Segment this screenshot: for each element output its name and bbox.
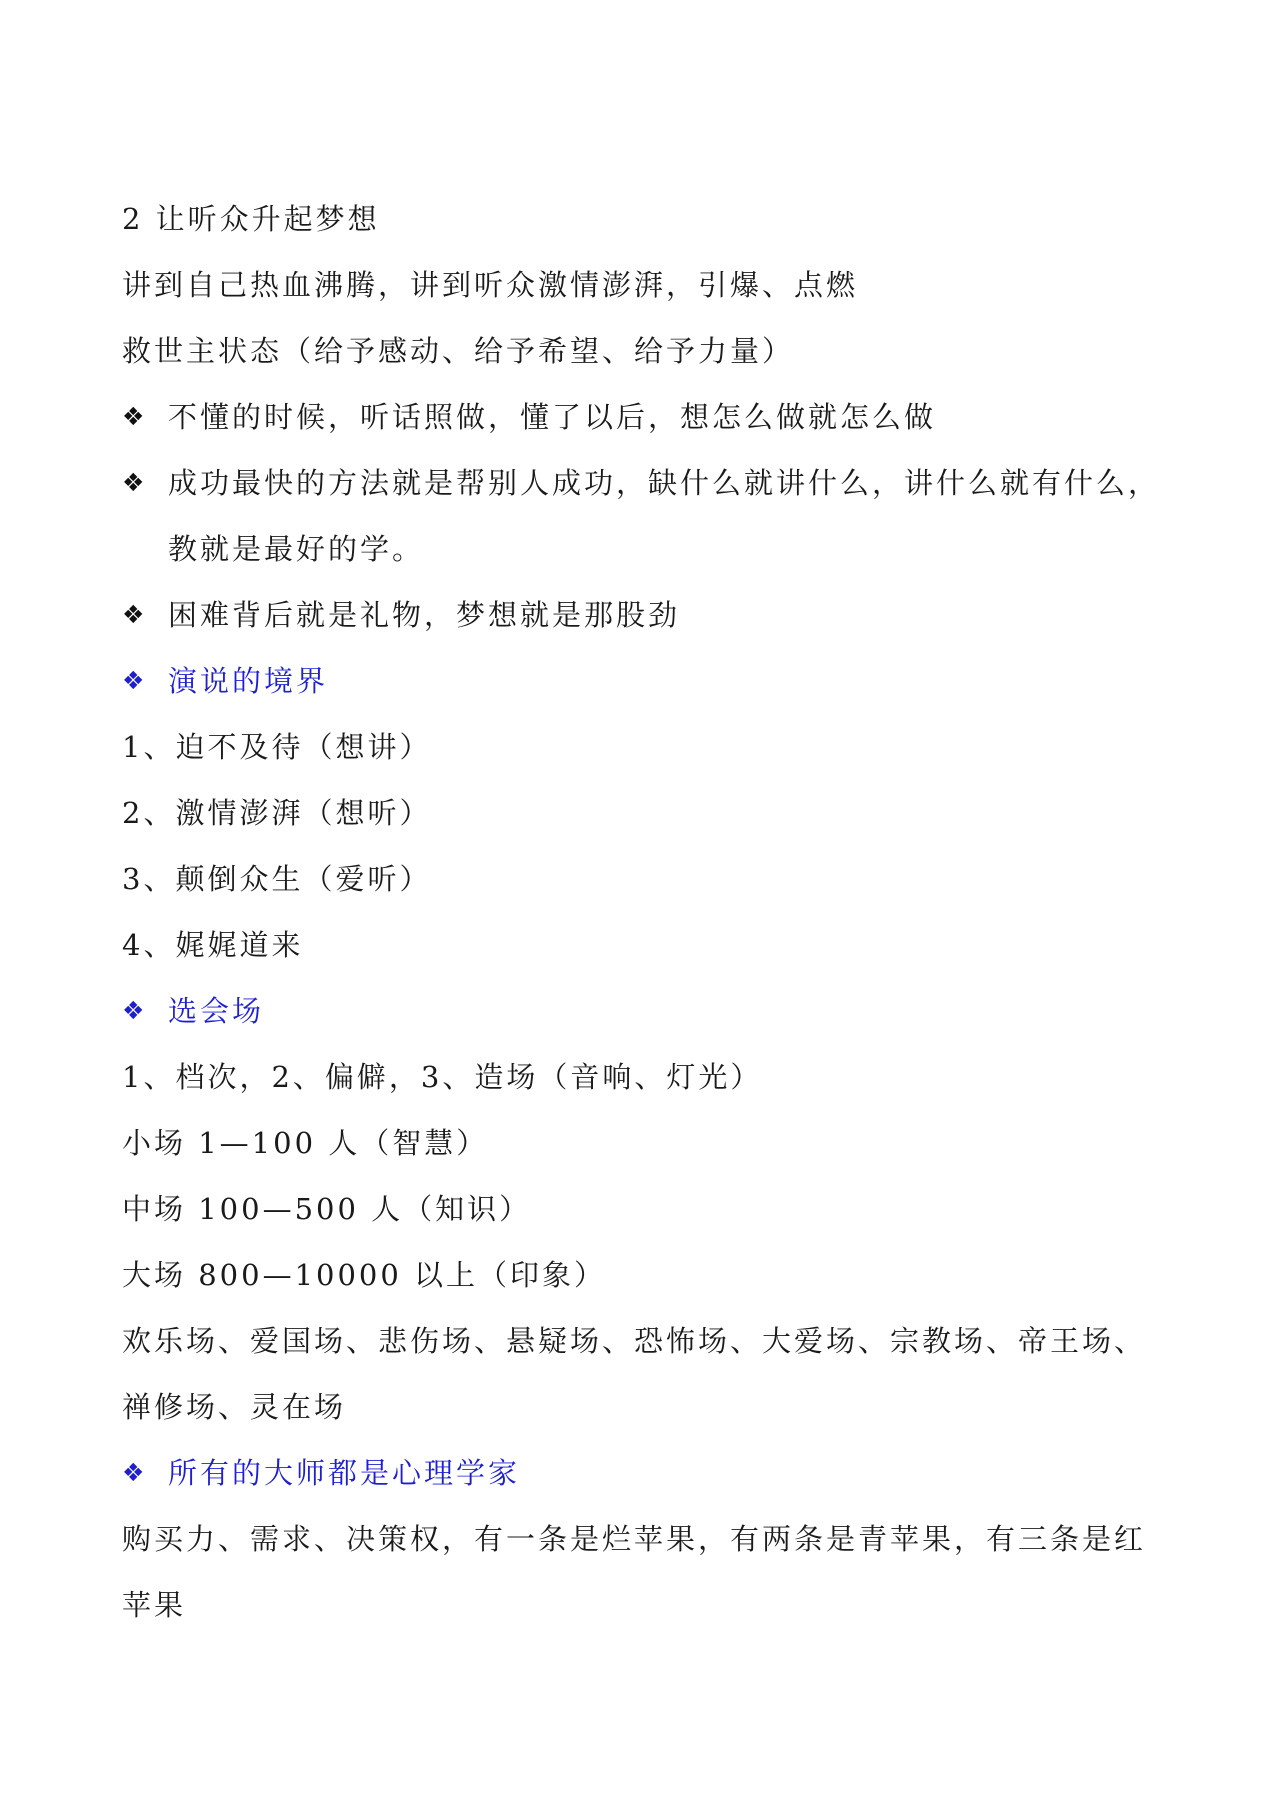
list-item: 1、迫不及待（想讲） <box>122 730 432 764</box>
text-line: 中场 100—500 人（知识） <box>122 1192 532 1226</box>
text-line: 讲到自己热血沸腾，讲到听众激情澎湃，引爆、点燃 <box>122 268 859 302</box>
diamond-bullet-icon: ❖ <box>122 402 145 431</box>
heading-text: 所有的大师都是心理学家 <box>168 1456 521 1490</box>
bullet-text: 不懂的时候，听话照做，懂了以后，想怎么做就怎么做 <box>168 400 937 434</box>
bullet-text: 成功最快的方法就是帮别人成功，缺什么就讲什么，讲什么就有什么，教就是最好的学。 <box>168 466 1161 566</box>
section-heading <box>122 978 1162 1044</box>
section-heading <box>122 1440 1162 1506</box>
bullet-item <box>122 582 1162 648</box>
bullet-item <box>122 384 1162 450</box>
list-item: 4、娓娓道来 <box>122 928 304 962</box>
diamond-bullet-icon: ❖ <box>122 1458 145 1487</box>
diamond-bullet-icon: ❖ <box>122 468 145 497</box>
heading-text: 演说的境界 <box>168 664 329 698</box>
section-title: 2 让听众升起梦想 <box>122 202 380 236</box>
diamond-bullet-icon: ❖ <box>122 600 145 629</box>
text-line: 救世主状态（给予感动、给予希望、给予力量） <box>122 334 795 368</box>
text-line: 小场 1—100 人（智慧） <box>122 1126 489 1160</box>
text-line: 1、档次，2、偏僻，3、造场（音响、灯光） <box>122 1060 763 1094</box>
bullet-item <box>122 450 1162 582</box>
list-item: 3、颠倒众生（爱听） <box>122 862 432 896</box>
heading-text: 选会场 <box>168 994 265 1028</box>
text-paragraph: 购买力、需求、决策权，有一条是烂苹果，有两条是青苹果，有三条是红苹果 <box>122 1522 1147 1622</box>
diamond-bullet-icon: ❖ <box>122 666 145 695</box>
text-line: 大场 800—10000 以上（印象） <box>122 1258 607 1292</box>
section-heading <box>122 648 1162 714</box>
page-content <box>122 186 1162 1638</box>
bullet-text: 困难背后就是礼物，梦想就是那股劲 <box>168 598 681 632</box>
text-paragraph: 欢乐场、爱国场、悲伤场、悬疑场、恐怖场、大爱场、宗教场、帝王场、禅修场、灵在场 <box>122 1324 1147 1424</box>
diamond-bullet-icon: ❖ <box>122 996 145 1025</box>
list-item: 2、激情澎湃（想听） <box>122 796 432 830</box>
